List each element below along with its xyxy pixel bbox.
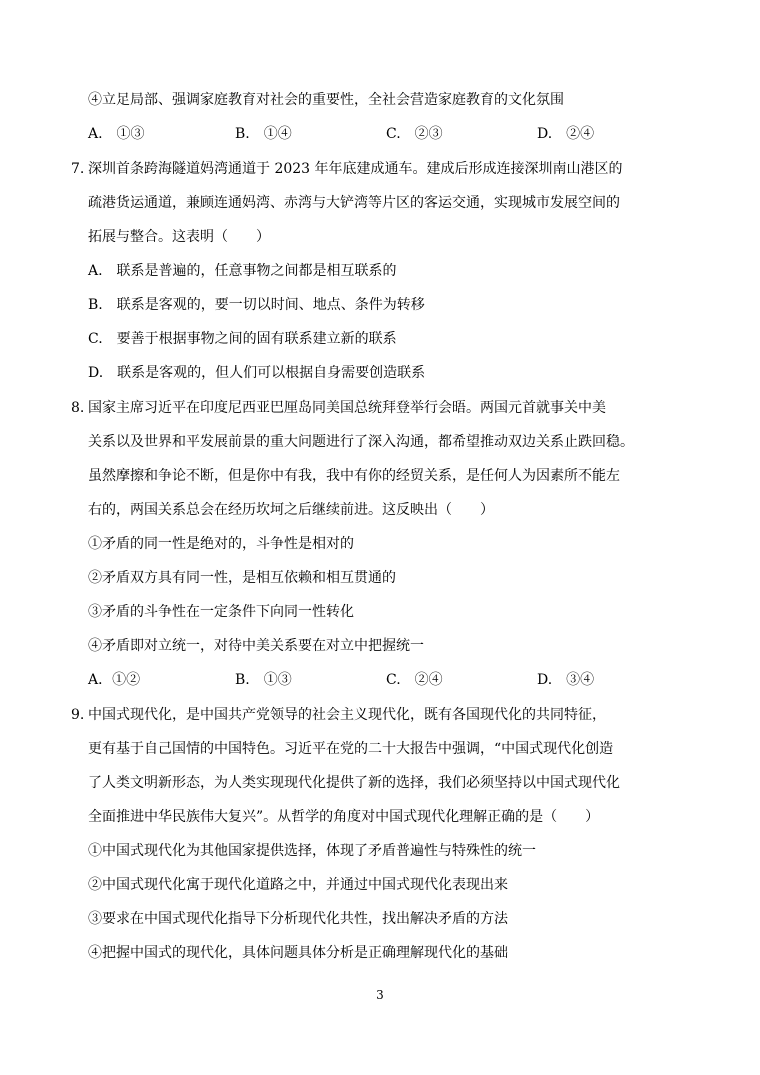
q7-option-c: C. 要善于根据事物之间的固有联系建立新的联系 bbox=[88, 331, 397, 347]
q9-item-1: ①中国式现代化为其他国家提供选择，体现了矛盾普遍性与特殊性的统一 bbox=[88, 843, 536, 859]
q8-number: 8. bbox=[71, 400, 85, 416]
choice-c: C. ②③ bbox=[386, 126, 443, 142]
page-number: 3 bbox=[376, 988, 384, 1002]
q8-stem-line-1: 8. 国家主席习近平在印度尼西亚巴厘岛同美国总统拜登举行会晤。两国元首就事关中美 bbox=[71, 400, 606, 416]
q7-option-b: B. 联系是客观的，要一切以时间、地点、条件为转移 bbox=[88, 297, 425, 313]
q9-stem-line-2: 更有基于自己国情的中国特色。习近平在党的二十大报告中强调，“中国式现代化创造 bbox=[88, 741, 614, 757]
choice-b: B. ①③ bbox=[235, 672, 292, 688]
q9-item-3: ③要求在中国式现代化指导下分析现代化共性，找出解决矛盾的方法 bbox=[88, 911, 508, 927]
choice-d: D. ③④ bbox=[537, 672, 595, 688]
choice-b: B. ①④ bbox=[235, 126, 292, 142]
q8-item-3: ③矛盾的斗争性在一定条件下向同一性转化 bbox=[88, 604, 354, 620]
q9-stem-line-3: 了人类文明新形态，为人类实现现代化提供了新的选择，我们必须坚持以中国式现代化 bbox=[88, 775, 620, 791]
q7-number: 7. bbox=[71, 161, 85, 177]
choice-a: A．①② bbox=[88, 672, 141, 688]
q8-stem-line-4: 右的，两国关系总会在经历坎坷之后继续前进。这反映出（ ） bbox=[88, 502, 494, 518]
q7-option-d: D. 联系是客观的，但人们可以根据自身需要创造联系 bbox=[88, 365, 426, 381]
q9-item-2: ②中国式现代化寓于现代化道路之中，并通过中国式现代化表现出来 bbox=[88, 877, 508, 893]
q9-item-4: ④把握中国式的现代化，具体问题具体分析是正确理解现代化的基础 bbox=[88, 945, 508, 961]
q8-stem-line-3: 虽然摩擦和争论不断，但是你中有我，我中有你的经贸关系，是任何人为因素所不能左 bbox=[88, 468, 620, 484]
q8-item-2: ②矛盾双方具有同一性，是相互依赖和相互贯通的 bbox=[88, 570, 396, 586]
prev-question-item-4: ④立足局部、强调家庭教育对社会的重要性，全社会营造家庭教育的文化氛围 bbox=[88, 92, 564, 108]
q8-stem-line-2: 关系以及世界和平发展前景的重大问题进行了深入沟通，都希望推动双边关系止跌回稳。 bbox=[88, 434, 634, 450]
choice-d: D. ②④ bbox=[537, 126, 595, 142]
choice-c: C. ②④ bbox=[386, 672, 443, 688]
q7-stem-line-2: 疏港货运通道，兼顾连通妈湾、赤湾与大铲湾等片区的客运交通，实现城市发展空间的 bbox=[88, 195, 620, 211]
q8-item-1: ①矛盾的同一性是绝对的，斗争性是相对的 bbox=[88, 536, 354, 552]
q9-stem-line-4: 全面推进中华民族伟大复兴”。从哲学的角度对中国式现代化理解正确的是（ ） bbox=[88, 809, 600, 825]
q7-option-a: A. 联系是普遍的，任意事物之间都是相互联系的 bbox=[88, 263, 397, 279]
q9-number: 9. bbox=[71, 707, 85, 723]
q8-item-4: ④矛盾即对立统一，对待中美关系要在对立中把握统一 bbox=[88, 638, 424, 654]
q7-stem-line-3: 拓展与整合。这表明（ ） bbox=[88, 229, 270, 245]
q9-stem-line-1: 9. 中国式现代化，是中国共产党领导的社会主义现代化，既有各国现代化的共同特征， bbox=[71, 707, 606, 723]
choice-a: A. ①③ bbox=[88, 126, 145, 142]
q7-stem-line-1: 7. 深圳首条跨海隧道妈湾通道于 2023 年年底建成通车。建成后形成连接深圳南山港区的 bbox=[71, 161, 623, 177]
